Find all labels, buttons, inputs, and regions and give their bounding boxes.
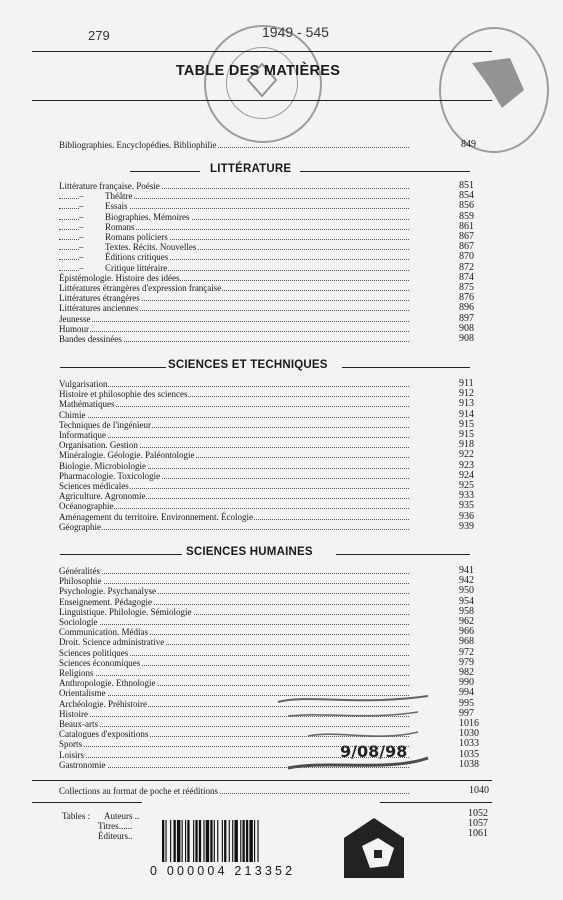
toc-entry <box>59 303 489 313</box>
barcode-bar <box>177 820 180 862</box>
toc-entry <box>59 607 489 617</box>
toc-entry-page: 1040 <box>469 785 489 796</box>
barcode-bar <box>232 820 233 862</box>
toc-entry-text: Communication. Médias <box>59 627 148 638</box>
toc-entry-text: Informatique <box>59 430 106 440</box>
toc-entry <box>59 324 489 334</box>
toc-entry-page: 896 <box>459 302 474 314</box>
toc-entry-label <box>59 314 92 324</box>
barcode-bar <box>162 820 164 862</box>
toc-entry-label <box>59 750 85 760</box>
barcode-bar <box>249 820 252 862</box>
toc-entry-text: Psychologie. Psychanalyse <box>59 586 156 597</box>
toc-entry <box>59 314 489 324</box>
page-title: TABLE DES MATIÈRES <box>175 63 341 79</box>
toc-entry-page: 912 <box>459 388 474 400</box>
leader-dots <box>59 321 409 322</box>
toc-entry <box>59 501 489 511</box>
toc-entry <box>59 471 489 481</box>
tables-item: Titres...... <box>98 821 133 831</box>
toc-entry <box>59 637 489 647</box>
section-heading: LITTÉRATURE <box>210 163 292 175</box>
toc-entry-label <box>59 658 141 668</box>
barcode-bar <box>210 820 212 862</box>
toc-entry-label: Bibliographies. Encyclopédies. Bibliophilie <box>59 140 217 150</box>
toc-entry-text: Aménagement du territoire. Environnement. Écologie <box>59 511 253 522</box>
toc-entry-label <box>59 273 180 283</box>
barcode-bar <box>203 820 204 862</box>
toc-entry-page: 997 <box>459 707 474 719</box>
toc-entry-page: 990 <box>459 677 474 689</box>
toc-entry-page: 913 <box>459 398 474 410</box>
toc-entry-page: 897 <box>459 312 474 324</box>
toc-entry-text: Géographie <box>59 521 101 532</box>
toc-entry-label <box>59 576 103 586</box>
toc-entry-label <box>79 232 169 242</box>
toc-entry-label <box>79 222 136 232</box>
toc-entry-page: 861 <box>459 220 474 232</box>
toc-entry-label <box>59 481 130 491</box>
toc-entry-label <box>79 201 129 211</box>
toc-entry <box>59 293 489 303</box>
handwritten-stamp <box>268 686 438 778</box>
leader-dots <box>59 624 409 625</box>
tables-page: 1052 <box>468 808 488 819</box>
toc-entry-text: Minéralogie. Géologie. Paléontologie <box>59 450 195 461</box>
toc-entry <box>59 617 489 627</box>
toc-entry-page: 867 <box>459 231 474 242</box>
toc-entry <box>59 181 489 191</box>
toc-entry-label <box>79 212 191 222</box>
toc-entry-page: 915 <box>459 429 474 440</box>
toc-entry <box>59 389 489 399</box>
toc-entry-text: Anthropologie. Ethnologie <box>59 678 156 689</box>
section-rule-right <box>336 554 470 555</box>
toc-entry-label <box>59 501 114 511</box>
toc-entry-label <box>59 522 102 532</box>
toc-entry-page: 995 <box>459 697 474 709</box>
toc-entry-text: Archéologie. Préhistoire <box>59 698 147 709</box>
toc-entry <box>59 597 489 607</box>
barcode-bar <box>187 820 189 862</box>
toc-entry-page: 923 <box>459 459 474 471</box>
barcode-bar <box>193 820 194 862</box>
tables-item-label: Éditeurs <box>98 831 128 841</box>
toc-entry-text: Gastronomie <box>59 759 106 770</box>
toc-entry-text: Agriculture. Agronomie <box>59 491 146 502</box>
toc-entry-page: 870 <box>459 251 474 263</box>
toc-entry-label <box>59 760 107 770</box>
toc-entry-text: Religions <box>59 668 94 678</box>
leader-dots <box>59 675 409 676</box>
leader-dots <box>59 767 409 768</box>
toc-entry-label <box>59 334 123 344</box>
toc-entry <box>59 627 489 637</box>
toc-entry <box>59 576 489 586</box>
toc-entry-label <box>59 389 188 399</box>
barcode-bar <box>229 820 230 862</box>
toc-entry-page: 914 <box>459 408 474 420</box>
toc-entry-page: 950 <box>459 585 474 597</box>
toc-entry-label <box>59 617 99 627</box>
sub-entry-dash: – <box>79 262 84 273</box>
section-rule-right <box>342 367 470 368</box>
barcode-bar <box>222 820 223 862</box>
toc-entry-text: Sciences économiques <box>59 657 141 668</box>
toc-entry-label <box>59 399 116 409</box>
leader-dots <box>59 386 409 387</box>
toc-entry-text: Organisation. Gestion <box>59 440 138 451</box>
toc-entry-label <box>59 668 95 678</box>
tables-item-label: Titres <box>98 821 119 831</box>
section-heading: SCIENCES ET TECHNIQUES <box>168 359 328 371</box>
toc-entry-text: Biographies. Mémoires <box>105 211 190 222</box>
toc-entry-page: 924 <box>459 469 474 481</box>
toc-entry <box>59 222 489 232</box>
toc-entry-page: 954 <box>459 595 474 607</box>
toc-entry-text: Critique littéraire <box>105 262 168 273</box>
collections-bottom-rule <box>32 802 142 803</box>
toc-entry-page: 972 <box>459 646 474 658</box>
toc-entry-bibliographies <box>59 140 489 150</box>
toc-entry-label <box>59 637 165 647</box>
sub-entry-dash: – <box>79 252 84 263</box>
toc-entry-text: Littérature française. Poésie <box>59 181 160 191</box>
toc-entry-page: 908 <box>459 333 474 344</box>
toc-entry-label <box>79 191 133 201</box>
publisher-logo-icon <box>344 818 404 878</box>
toc-entry <box>59 201 489 211</box>
tables-item: Auteurs .. <box>104 811 140 821</box>
toc-entry-page: 939 <box>459 520 474 532</box>
section-rule-left <box>60 367 166 368</box>
toc-entry-text: Textes. Récits. Nouvelles <box>105 242 197 253</box>
barcode-number: 0 000004 213352 <box>150 864 296 878</box>
tables-item: Éditeurs.. <box>98 831 133 841</box>
tables-item-label: Auteurs <box>104 811 133 821</box>
toc-entry-page: 979 <box>459 656 474 668</box>
top-rule <box>32 51 492 52</box>
toc-entry <box>59 481 489 491</box>
toc-entry <box>59 522 489 532</box>
toc-entry-page: 941 <box>459 565 474 576</box>
leader-dots <box>59 746 409 747</box>
toc-entry-text: Histoire et philosophie des sciences <box>59 389 188 400</box>
toc-entry-label <box>59 719 99 729</box>
handwritten-number: 279 <box>88 28 110 43</box>
leader-dots <box>59 726 409 727</box>
toc-entry-page: 915 <box>459 418 474 430</box>
toc-entry <box>59 668 489 678</box>
toc-entry-page: 911 <box>459 378 474 389</box>
tables-page: 1057 <box>468 818 488 829</box>
toc-entry <box>59 648 489 658</box>
toc-entry-label <box>59 597 153 607</box>
toc-entry-label <box>59 491 146 501</box>
section-heading: SCIENCES HUMAINES <box>186 546 313 558</box>
toc-entry-text: Humour <box>59 323 89 334</box>
toc-entry-page: 933 <box>459 490 474 502</box>
leader-dots <box>59 331 409 332</box>
toc-entry <box>59 212 489 222</box>
toc-entry-page: 966 <box>459 626 474 638</box>
toc-entry-label <box>79 242 197 252</box>
tables-label: Tables : <box>62 811 91 821</box>
toc-entry-label <box>59 379 108 389</box>
toc-entry-text: Romans policiers <box>105 232 168 242</box>
toc-entry <box>59 658 489 668</box>
toc-entry <box>59 252 489 262</box>
toc-entry <box>59 586 489 596</box>
toc-entry-page: 872 <box>459 261 474 273</box>
barcode-bar <box>243 820 245 862</box>
toc-entry-text: Essais <box>105 201 128 212</box>
barcode-bar <box>195 820 197 862</box>
barcode-bar <box>240 820 241 862</box>
toc-entry-text: Droit. Science administrative <box>59 637 165 648</box>
toc-entry-text: Bandes dessinées <box>59 334 122 344</box>
toc-entry-page: 922 <box>459 449 474 461</box>
toc-entry <box>59 491 489 501</box>
toc-entry <box>59 399 489 409</box>
toc-entry <box>59 430 489 440</box>
toc-entry-page: 854 <box>459 190 474 202</box>
toc-entry-label <box>59 607 193 617</box>
barcode-bar <box>206 820 209 862</box>
title-rule <box>32 100 492 101</box>
toc-entry-page: 874 <box>459 271 474 283</box>
toc-entry-text: Jeunesse <box>59 313 91 324</box>
section-rule-left <box>130 171 200 172</box>
toc-entry-label <box>59 181 161 191</box>
leader-dots <box>59 695 409 696</box>
toc-entry-label <box>59 586 157 596</box>
toc-entry-collections <box>59 786 489 796</box>
toc-entry-text: Techniques de l'ingénieur <box>59 419 151 430</box>
toc-entry <box>59 450 489 460</box>
toc-entry-label <box>59 450 195 460</box>
toc-entry-text: Vulgarisation <box>59 379 108 389</box>
barcode-bar <box>214 820 215 862</box>
toc-entry-label <box>59 461 147 471</box>
toc-entry-label <box>59 471 161 481</box>
barcode-bar <box>174 820 176 862</box>
toc-entry-label <box>79 252 169 262</box>
sub-entry-dash: – <box>79 242 84 253</box>
toc-entry <box>59 512 489 522</box>
toc-entry-page: 876 <box>459 292 474 304</box>
toc-entry-text: Sociologie <box>59 617 98 627</box>
toc-entry-page: 875 <box>459 282 474 293</box>
toc-entry-text: Histoire <box>59 708 88 719</box>
barcode <box>162 820 336 862</box>
toc-entry <box>59 440 489 450</box>
handwritten-date: 9/08/98 <box>340 742 408 761</box>
toc-entry-text: Biologie. Microbiologie <box>59 460 146 471</box>
toc-entry-page: 908 <box>459 322 474 334</box>
barcode-bar <box>217 820 218 862</box>
toc-entry-page: 982 <box>459 667 474 678</box>
toc-entry-label <box>59 430 107 440</box>
toc-entry-page: 918 <box>459 439 474 451</box>
barcode-bar <box>254 820 255 862</box>
leader-dots <box>59 573 409 574</box>
toc-entry-text: Littératures anciennes <box>59 303 139 314</box>
toc-entry-label <box>59 512 254 522</box>
toc-entry <box>59 232 489 242</box>
toc-entry-text: Linguistique. Philologie. Sémiologie <box>59 606 192 617</box>
toc-entry-text: Orientalisme <box>59 688 106 699</box>
leader-dots <box>59 529 409 530</box>
toc-entry-page: 1016 <box>459 718 479 729</box>
toc-entry-text: Généralités <box>59 566 100 576</box>
toc-entry-page: 1035 <box>459 748 479 760</box>
toc-entry-label <box>59 709 89 719</box>
toc-entry <box>59 263 489 273</box>
barcode-bar <box>185 820 186 862</box>
toc-entry <box>59 420 489 430</box>
toc-entry-text: Chimie <box>59 409 86 420</box>
barcode-bar <box>182 820 183 862</box>
toc-entry-page: 859 <box>459 210 474 222</box>
toc-entry <box>59 379 489 389</box>
leader-dots <box>59 583 409 584</box>
toc-entry-label <box>59 699 148 709</box>
leader-dots <box>59 417 409 418</box>
sub-entry-dash: – <box>79 232 84 242</box>
toc-entry-text: Épistémologie. Histoire des idées <box>59 272 180 283</box>
barcode-bar <box>199 820 201 862</box>
barcode-bar <box>257 820 258 862</box>
toc-entry-label <box>59 410 87 420</box>
toc-entry-text: Sports <box>59 739 83 750</box>
toc-entry-page: 1033 <box>459 738 479 750</box>
toc-entry-text: Sciences politiques <box>59 647 129 658</box>
toc-entry-page: 1030 <box>459 728 479 740</box>
toc-entry-page: 936 <box>459 510 474 522</box>
toc-entry-page: 851 <box>459 180 474 191</box>
toc-entry-text: Romans <box>105 221 135 232</box>
section-rule-left <box>60 554 182 555</box>
toc-entry-page: 849 <box>461 139 476 150</box>
sub-entry-dash: – <box>79 221 84 232</box>
toc-entry-text: Loisirs <box>59 749 85 760</box>
toc-entry-label <box>59 440 139 450</box>
toc-entry-label <box>59 688 107 698</box>
toc-entry-text: Catalogues d'expositions <box>59 729 149 740</box>
section-rule-right <box>300 171 470 172</box>
library-stamp-right <box>432 18 552 158</box>
toc-entry-text: Littératures étrangères <box>59 293 140 304</box>
barcode-bar <box>234 820 237 862</box>
toc-entry-text: Pharmacologie. Toxicologie <box>59 470 161 481</box>
toc-entry-page: 942 <box>459 575 474 587</box>
toc-entry-label <box>59 303 139 313</box>
toc-entry-label <box>59 283 222 293</box>
leader-dots <box>59 716 409 717</box>
toc-entry-label <box>59 739 83 749</box>
toc-entry-text: Mathématiques <box>59 399 115 410</box>
collections-bottom-rule-right <box>380 802 492 803</box>
barcode-bar <box>170 820 171 862</box>
sub-entry-dash: – <box>79 201 84 212</box>
toc-entry-label <box>59 324 90 334</box>
toc-entry-page: 958 <box>459 605 474 617</box>
toc-entry-page: 968 <box>459 636 474 648</box>
toc-entry-text: Océanographie <box>59 501 114 512</box>
leader-dots <box>59 437 409 438</box>
toc-entry-text: Sciences médicales <box>59 481 129 491</box>
barcode-bar <box>165 820 166 862</box>
handwritten-shelfmark: 1949 - 545 <box>262 24 329 40</box>
toc-entry <box>59 566 489 576</box>
toc-entry-page: 994 <box>459 687 474 699</box>
toc-entry <box>59 242 489 252</box>
toc-entry-text: Théâtre <box>105 191 133 202</box>
toc-entry-label <box>59 627 149 637</box>
toc-entry-label: Collections au format de poche et rééditions <box>59 786 218 796</box>
toc-entry-text: Beaux-arts <box>59 719 98 729</box>
toc-entry <box>59 410 489 420</box>
barcode-bar <box>224 820 226 862</box>
toc-entry-label <box>59 678 157 688</box>
collections-top-rule <box>32 780 492 781</box>
toc-entry <box>59 334 489 344</box>
toc-entry <box>59 191 489 201</box>
toc-entry-label <box>59 420 152 430</box>
toc-entry-text: Littératures étrangères d'expression française <box>59 283 222 293</box>
sub-entry-dash: – <box>79 191 84 202</box>
toc-entry-text: Enseignement. Pédagogie <box>59 596 152 607</box>
toc-entry-label <box>59 729 149 739</box>
toc-entry-page: 935 <box>459 500 474 512</box>
toc-entry-page: 867 <box>459 241 474 253</box>
toc-entry-page: 962 <box>459 616 474 627</box>
toc-entry <box>59 273 489 283</box>
sub-entry-dash: – <box>79 211 84 222</box>
toc-entry-page: 1038 <box>459 758 479 770</box>
toc-entry-label <box>59 293 141 303</box>
toc-entry <box>59 283 489 293</box>
toc-entry-label <box>79 263 168 273</box>
toc-entry-text: Philosophie <box>59 576 102 587</box>
toc-entry-page: 856 <box>459 200 474 212</box>
toc-entry-label <box>59 566 101 576</box>
toc-entry-page: 925 <box>459 480 474 491</box>
toc-entry <box>59 461 489 471</box>
leader-dots <box>59 757 409 758</box>
tables-page: 1061 <box>468 828 488 839</box>
barcode-bar <box>246 820 248 862</box>
toc-entry-label <box>59 648 129 658</box>
toc-entry-text: Éditions critiques <box>105 252 169 263</box>
